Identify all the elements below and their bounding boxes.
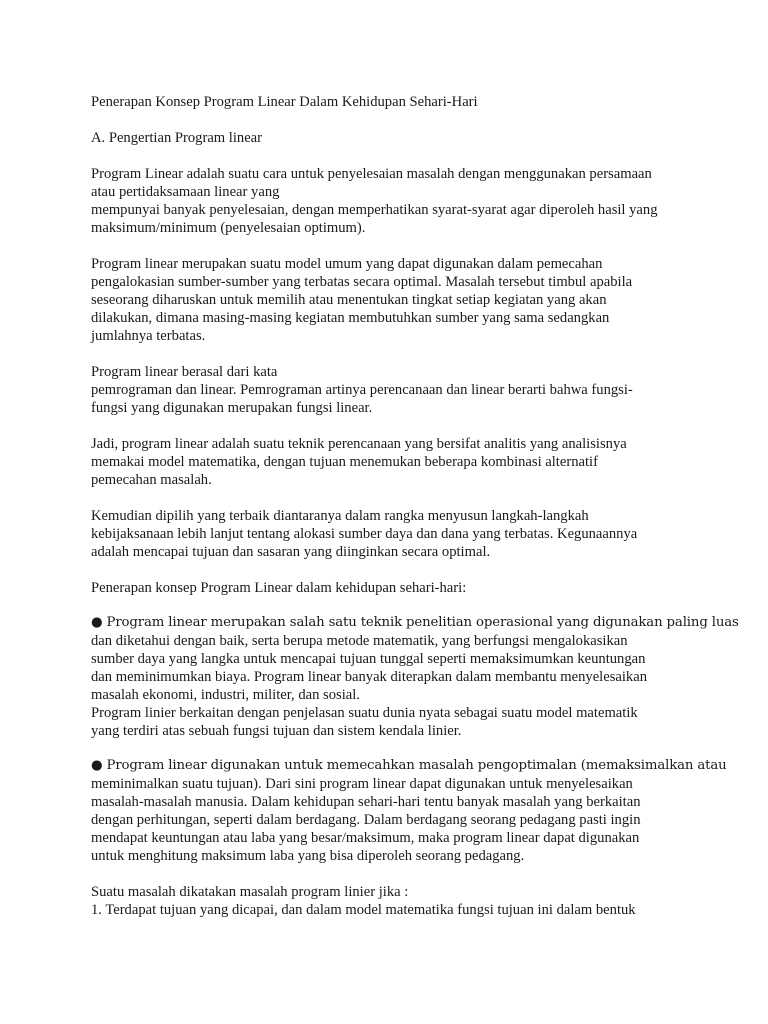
paragraph-line: dan meminimumkan biaya. Program linear banyak diterapkan dalam membantu menyelesaikan (91, 669, 648, 685)
paragraph-line: dan diketahui dengan baik, serta berupa metode matematik, yang berfungsi mengalokasikan (91, 633, 628, 649)
paragraph-line: Program Linear adalah suatu cara untuk penyelesaian masalah dengan menggunakan persamaan (91, 166, 652, 182)
section-heading: A. Pengertian Program linear (91, 130, 263, 146)
paragraph-line: yang terdiri atas sebuah fungsi tujuan dan sistem kendala linier. (91, 723, 462, 739)
paragraph-line: maksimum/minimum (penyelesaian optimum). (91, 220, 366, 236)
paragraph-line: Jadi, program linear adalah suatu teknik perencanaan yang bersifat analitis yang analisisnya (91, 436, 627, 452)
paragraph-line: memakai model matematika, dengan tujuan menemukan beberapa kombinasi alternatif (91, 454, 598, 470)
paragraph-line: meminimalkan suatu tujuan). Dari sini program linear dapat digunakan untuk menyelesaikan (91, 776, 633, 792)
bullet-item: ● Program linear digunakan untuk memecahkan masalah pengoptimalan (memaksimalkan atau (91, 758, 727, 773)
paragraph-line: adalah mencapai tujuan dan sasaran yang diinginkan secara optimal. (91, 544, 491, 560)
paragraph-line: dengan perhitungan, seperti dalam berdagang. Dalam berdagang seorang pedagang pasti ingin (91, 812, 641, 828)
paragraph-line: untuk menghitung maksimum laba yang bisa diperoleh seorang pedagang. (91, 848, 525, 864)
paragraph-line: mempunyai banyak penyelesaian, dengan memperhatikan syarat-syarat agar diperoleh hasil yang (91, 202, 658, 218)
paragraph-line: Program linear merupakan suatu model umum yang dapat digunakan dalam pemecahan (91, 256, 603, 272)
numbered-item: 1. Terdapat tujuan yang dicapai, dan dalam model matematika fungsi tujuan ini dalam bentuk (91, 902, 636, 918)
paragraph-line: dilakukan, dimana masing-masing kegiatan membutuhkan sumber yang sama sedangkan (91, 310, 610, 326)
paragraph-line: kebijaksanaan lebih lanjut tentang alokasi sumber daya dan dana yang terbatas. Kegunaannya (91, 526, 638, 542)
paragraph-line: masalah-masalah manusia. Dalam kehidupan sehari-hari tentu banyak masalah yang berkaitan (91, 794, 641, 810)
paragraph-line: pengalokasian sumber-sumber yang terbatas secara optimal. Masalah tersebut timbul apabila (91, 274, 633, 290)
paragraph-line: masalah ekonomi, industri, militer, dan sosial. (91, 687, 360, 703)
paragraph-line: sumber daya yang langka untuk mencapai tujuan tunggal seperti memaksimumkan keuntungan (91, 651, 646, 667)
paragraph-line: Program linear berasal dari kata (91, 364, 278, 380)
paragraph-line: Penerapan konsep Program Linear dalam kehidupan sehari-hari: (91, 580, 467, 596)
paragraph-line: mendapat keuntungan atau laba yang besar/maksimum, maka program linear dapat digunakan (91, 830, 640, 846)
paragraph-line: seseorang diharuskan untuk memilih atau menentukan tingkat setiap kegiatan yang akan (91, 292, 607, 308)
paragraph-line: jumlahnya terbatas. (91, 328, 206, 344)
paragraph-line: pemecahan masalah. (91, 472, 212, 488)
document-title: Penerapan Konsep Program Linear Dalam Kehidupan Sehari-Hari (91, 94, 478, 110)
paragraph-line: Program linier berkaitan dengan penjelasan suatu dunia nyata sebagai suatu model matematik (91, 705, 638, 721)
paragraph-line: pemrograman dan linear. Pemrograman artinya perencanaan dan linear berarti bahwa fungsi- (91, 382, 633, 398)
bullet-item: ● Program linear merupakan salah satu teknik penelitian operasional yang digunakan paling luas (91, 615, 739, 630)
paragraph-line: Kemudian dipilih yang terbaik diantaranya dalam rangka menyusun langkah-langkah (91, 508, 589, 524)
paragraph-line: atau pertidaksamaan linear yang (91, 184, 280, 200)
paragraph-line: fungsi yang digunakan merupakan fungsi linear. (91, 400, 373, 416)
paragraph-line: Suatu masalah dikatakan masalah program linier jika : (91, 884, 409, 900)
